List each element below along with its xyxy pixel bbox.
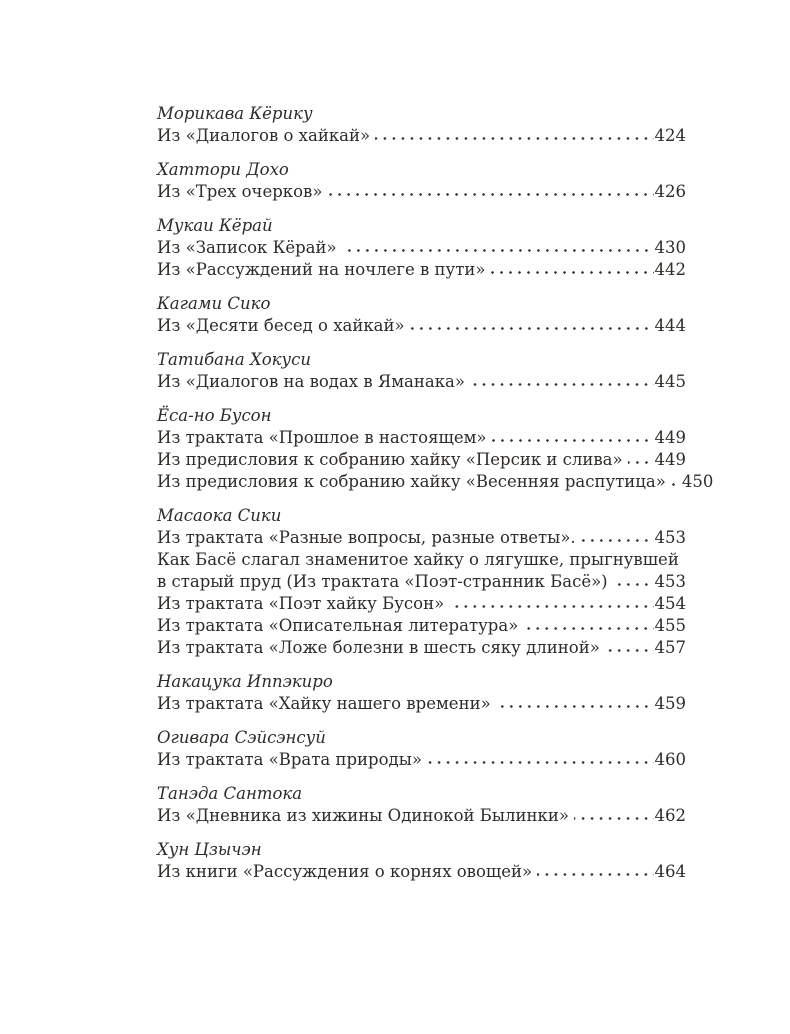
toc-entry-line (157, 805, 686, 827)
entry-title: Из предисловия к собранию хайку «Весенняя распутица» (157, 472, 666, 491)
author-name: Огивара Сэйсэнсуй (157, 728, 326, 747)
toc-entry-line (157, 749, 686, 771)
author-name: Кагами Сико (157, 294, 271, 313)
page-number: 459 (654, 694, 686, 713)
toc-entry-line (157, 371, 686, 393)
entry-title: Из трактата «Врата природы» (157, 750, 422, 769)
toc-group (157, 783, 686, 827)
dot-leader (327, 192, 653, 197)
dot-leader (581, 538, 654, 543)
page-number: 449 (654, 428, 686, 447)
toc-entry-line (157, 593, 686, 615)
entry-title: Из трактата «Ложе болезни в шесть сяку длиной» (157, 638, 600, 657)
page-number: 442 (654, 260, 686, 279)
entry-title: Из предисловия к собранию хайку «Персик и слива» (157, 450, 623, 469)
toc-group (157, 103, 686, 147)
page-number: 453 (654, 528, 686, 547)
author-name: Хаттори Дохо (157, 160, 289, 179)
dot-leader (470, 382, 654, 387)
toc-entry-line (157, 471, 714, 493)
entry-title: Из «Дневника из хижины Одинокой Былинки» (157, 806, 569, 825)
page-number: 454 (654, 594, 686, 613)
entry-title: Из «Диалогов о хайкай» (157, 126, 371, 145)
page-number: 460 (654, 750, 686, 769)
toc-group (157, 215, 686, 281)
toc-entry-line (157, 449, 686, 471)
dot-leader (490, 270, 653, 275)
author-name: Танэда Сантока (157, 784, 303, 803)
page-number: 450 (681, 472, 714, 491)
toc-group (157, 505, 686, 659)
entry-title: Из трактата «Хайку нашего времени» (157, 694, 491, 713)
entry-title: Из «Трех очерков» (157, 182, 323, 201)
toc-group (157, 727, 686, 771)
author-name: Ёса-но Бусон (157, 406, 272, 425)
author-name: Хун Цзычэн (157, 840, 262, 859)
dot-leader (427, 760, 654, 765)
toc-entry-line (157, 861, 686, 883)
toc-entry-line (157, 571, 686, 593)
page-number: 424 (654, 126, 686, 145)
page-number: 455 (654, 616, 686, 635)
toc-group (157, 839, 686, 883)
toc-group (157, 671, 686, 715)
toc-group (157, 293, 686, 337)
entry-title: в старый пруд (Из трактата «Поэт-странник Басё») (157, 572, 608, 591)
page-number: 462 (654, 806, 686, 825)
author-name: Морикава Кёрику (157, 104, 313, 123)
toc-entry-line (157, 259, 686, 281)
entry-title: Из «Десяти бесед о хайкай» (157, 316, 405, 335)
dot-leader (628, 460, 654, 465)
author-name: Мукаи Кёрай (157, 216, 273, 235)
dot-leader (537, 872, 653, 877)
page-number: 449 (654, 450, 686, 469)
toc-entry-line (157, 427, 686, 449)
toc-entry-line (157, 315, 686, 337)
dot-leader (492, 438, 654, 443)
dot-leader (342, 248, 654, 253)
author-name: Накацука Иппэкиро (157, 672, 333, 691)
entry-title: Из книги «Рассуждения о корнях овощей» (157, 862, 533, 881)
page-number: 464 (654, 862, 686, 881)
dot-leader (671, 482, 681, 487)
toc-entry-line (157, 549, 686, 571)
toc-entry-line (157, 615, 686, 637)
page-number: 453 (654, 572, 686, 591)
author-name: Масаока Сики (157, 506, 282, 525)
dot-leader (496, 704, 654, 709)
entry-title: Из трактата «Прошлое в настоящем» (157, 428, 487, 447)
toc-entry-line (157, 125, 686, 147)
page-number: 445 (654, 372, 686, 391)
entry-title: Из «Диалогов на водах в Яманака» (157, 372, 465, 391)
entry-title: Из трактата «Описательная литература» (157, 616, 519, 635)
page-number: 430 (654, 238, 686, 257)
dot-leader (449, 604, 653, 609)
entry-title: Из трактата «Поэт хайку Бусон» (157, 594, 445, 613)
page-number: 444 (654, 316, 686, 335)
dot-leader (605, 648, 654, 653)
toc-group (157, 159, 686, 203)
toc-entry-line (157, 637, 686, 659)
dot-leader (410, 326, 654, 331)
toc-group (157, 405, 714, 493)
dot-leader (523, 626, 653, 631)
author-name: Татибана Хокуси (157, 350, 311, 369)
entry-title: Как Басё слагал знаменитое хайку о лягушке, прыгнувшей (157, 550, 679, 569)
dot-leader (613, 582, 654, 587)
page-number: 426 (654, 182, 686, 201)
toc-group (157, 349, 686, 393)
table-of-contents (157, 103, 714, 895)
entry-title: Из «Рассуждений на ночлеге в пути» (157, 260, 486, 279)
toc-entry-line (157, 693, 686, 715)
dot-leader (574, 816, 654, 821)
toc-entry-line (157, 181, 686, 203)
page-number: 457 (654, 638, 686, 657)
toc-entry-line (157, 237, 686, 259)
toc-entry-line (157, 527, 686, 549)
entry-title: Из «Записок Кёрай» (157, 238, 337, 257)
entry-title: Из трактата «Разные вопросы, разные ответы». (157, 528, 576, 547)
dot-leader (375, 136, 653, 141)
